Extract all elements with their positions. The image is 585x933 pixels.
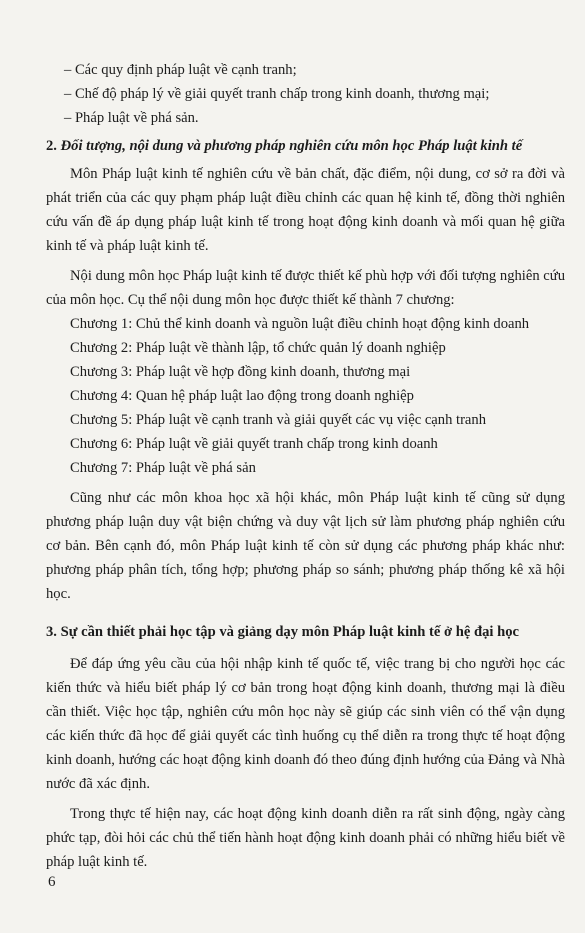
list-item: Chương 6: Pháp luật về giải quyết tranh chấp trong kinh doanh	[70, 436, 438, 452]
section-2-title: Đối tượng, nội dung và phương pháp nghiên cứu môn học Pháp luật kinh tế	[60, 138, 523, 154]
section-2-paragraph-2: Nội dung môn học Pháp luật kinh tế được thiết kế phù hợp với đối tượng nghiên cứu của môn học. Cụ thể nội dung môn học được thiết kế thành 7 chương:	[46, 268, 565, 308]
section-3-paragraph-2: Trong thực tế hiện nay, các hoạt động kinh doanh diễn ra rất sinh động, ngày càng phức tạp, đòi hỏi các chủ thể tiến hành hoạt động kinh doanh phải có những hiểu biết về pháp luật kinh tế.	[46, 806, 565, 870]
list-item: – Chế độ pháp lý về giải quyết tranh chấp trong kinh doanh, thương mại;	[64, 86, 490, 102]
section-3-heading: 3. Sự cần thiết phải học tập và giảng dạy môn Pháp luật kinh tế ở hệ đại học	[46, 624, 519, 640]
list-item: Chương 1: Chủ thể kinh doanh và nguồn luật điều chỉnh hoạt động kinh doanh	[70, 316, 530, 332]
section-2-heading	[46, 134, 565, 158]
list-item: Chương 3: Pháp luật về hợp đồng kinh doanh, thương mại	[70, 364, 411, 380]
list-item: Chương 2: Pháp luật về thành lập, tổ chức quản lý doanh nghiệp	[70, 340, 446, 356]
section-2-paragraph-3: Cũng như các môn khoa học xã hội khác, môn Pháp luật kinh tế cũng sử dụng phương pháp luận duy vật biện chứng và duy vật lịch sử làm phương pháp nghiên cứu cơ bản. Bên cạnh đó, môn Pháp luật kinh tế còn sử dụng các phương pháp khác như: phương pháp phân tích, tổng hợp; phương pháp so sánh; phương pháp thống kê xã hội học.	[46, 490, 565, 602]
list-item: Chương 7: Pháp luật về phá sản	[70, 460, 256, 476]
list-item: – Pháp luật về phá sản.	[64, 110, 199, 126]
list-item: – Các quy định pháp luật về cạnh tranh;	[64, 62, 297, 78]
list-item: Chương 5: Pháp luật về cạnh tranh và giải quyết các vụ việc cạnh tranh	[70, 412, 487, 428]
section-2-number: 2.	[46, 138, 57, 154]
section-3-paragraph-1: Để đáp ứng yêu cầu của hội nhập kinh tế quốc tế, việc trang bị cho người học các kiến thức và hiểu biết pháp lý cơ bản trong hoạt động kinh doanh, thương mại là điều cần thiết. Việc học tập, nghiên cứu môn học này sẽ giúp các sinh viên có thể vận dụng các kiến thức đã học để giải quyết các tình huống cụ thể diễn ra trong thực tế hoạt động kinh doanh, hướng các hoạt động kinh doanh đó theo đúng định hướng của Đảng và Nhà nước đã xác định.	[46, 656, 565, 792]
list-item: Chương 4: Quan hệ pháp luật lao động trong doanh nghiệp	[70, 388, 414, 404]
section-2-paragraph-1: Môn Pháp luật kinh tế nghiên cứu về bản chất, đặc điểm, nội dung, cơ sở ra đời và phát triển của các quy phạm pháp luật điều chỉnh các quan hệ kinh tế, đồng thời nghiên cứu vấn đề áp dụng pháp luật kinh tế trong hoạt động kinh doanh và mối quan hệ giữa kinh tế và pháp luật kinh tế.	[46, 166, 565, 254]
chapter-list	[46, 312, 565, 480]
bullet-list	[46, 58, 565, 130]
page-number: 6	[48, 874, 56, 890]
